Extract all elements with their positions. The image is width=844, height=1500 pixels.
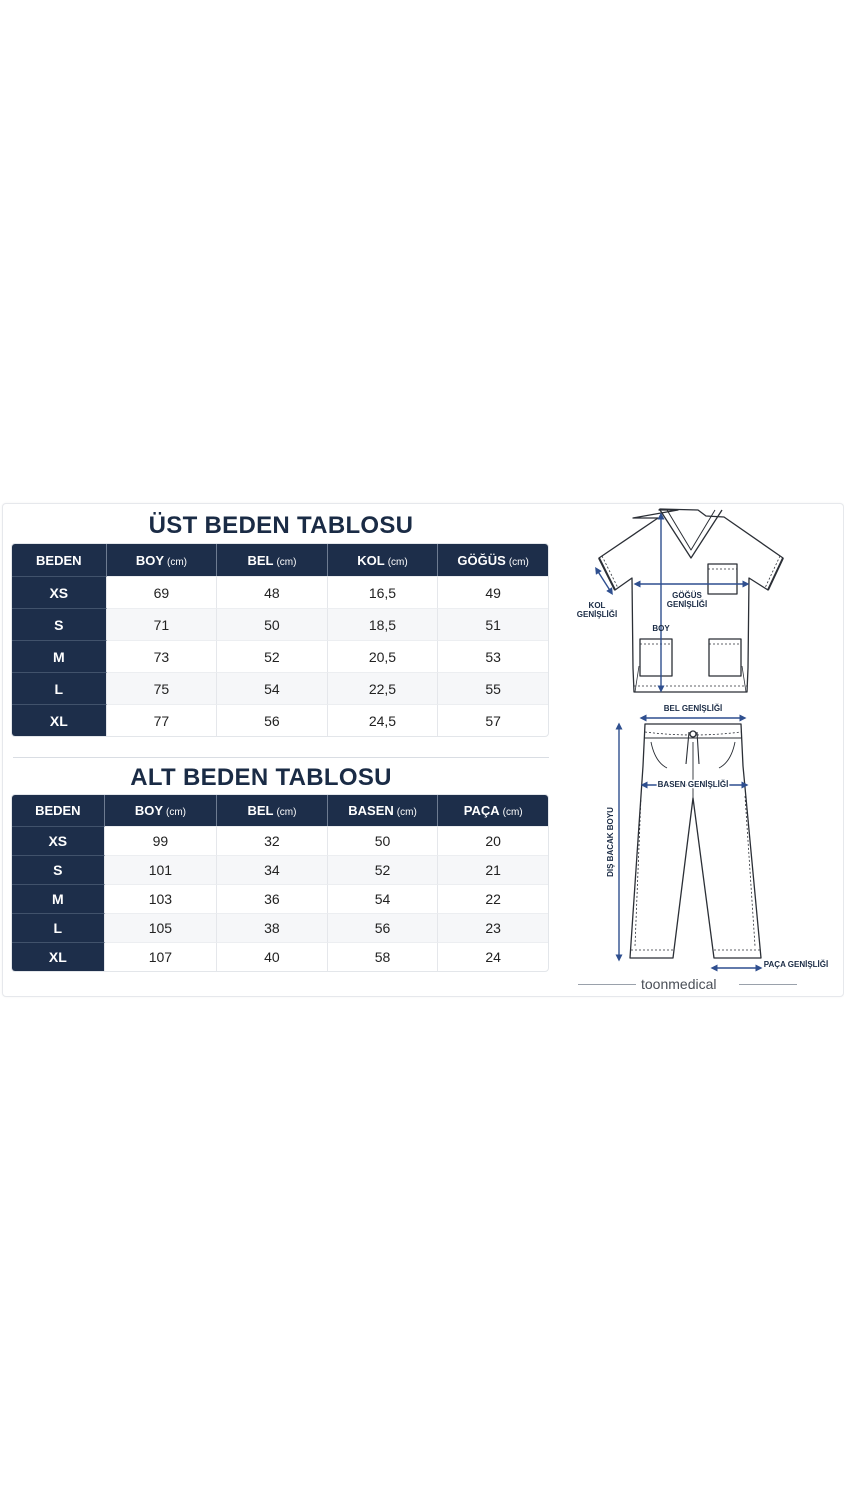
scrub-pants-drawing (630, 724, 761, 958)
table-cell: 48 (217, 576, 328, 608)
table-cell: 40 (217, 942, 328, 971)
table-row (12, 704, 548, 736)
table-cell: 34 (217, 855, 328, 884)
table-cell: 103 (105, 884, 218, 913)
brand-line-right (739, 984, 797, 985)
top-header-kol (328, 544, 439, 576)
top-header-göğüs (438, 544, 548, 576)
header-label: BOY (135, 552, 164, 568)
header-label: PAÇA (463, 803, 500, 818)
brand-logo (641, 976, 717, 992)
table-cell: 20,5 (328, 640, 439, 672)
brand-part-2: medical (668, 976, 717, 992)
size-cell: XS (12, 576, 107, 608)
table-row (12, 884, 548, 913)
table-cell: 73 (107, 640, 218, 672)
table-cell: 21 (438, 855, 548, 884)
table-cell: 53 (438, 640, 548, 672)
section-divider (13, 757, 549, 758)
table-cell: 32 (217, 826, 328, 855)
table-cell: 52 (217, 640, 328, 672)
bottom-table-header-row (12, 795, 548, 826)
bel-label: BEL GENİŞLİĞİ (663, 704, 723, 713)
table-cell: 107 (105, 942, 218, 971)
table-row (12, 826, 548, 855)
bottom-header-boy (105, 795, 218, 826)
header-label: BEL (247, 803, 274, 818)
dis-bacak-label: DIŞ BACAK BOYU (606, 807, 615, 877)
table-cell: 51 (438, 608, 548, 640)
table-cell: 22 (438, 884, 548, 913)
brand-line-left (578, 984, 636, 985)
header-unit: (cm) (166, 556, 187, 568)
table-cell: 55 (438, 672, 548, 704)
bottom-header-paça (438, 795, 548, 826)
boy-label: BOY (652, 624, 670, 633)
table-cell: 22,5 (328, 672, 439, 704)
kol-label: KOL (588, 601, 606, 610)
table-cell: 50 (328, 826, 439, 855)
header-label: BEDEN (36, 552, 82, 568)
table-cell: 101 (105, 855, 218, 884)
table-cell: 69 (107, 576, 218, 608)
table-row (12, 855, 548, 884)
size-cell: S (12, 855, 105, 884)
size-cell: XL (12, 704, 107, 736)
table-cell: 52 (328, 855, 439, 884)
table-cell: 105 (105, 913, 218, 942)
size-cell: L (12, 913, 105, 942)
header-label: BEDEN (35, 803, 81, 818)
header-unit: (cm) (165, 807, 186, 818)
table-row (12, 913, 548, 942)
garment-measurement-diagram (575, 506, 837, 994)
gogus-label: GÖĞÜS (672, 591, 702, 600)
header-unit: (cm) (396, 807, 417, 818)
table-cell: 75 (107, 672, 218, 704)
size-cell: XS (12, 826, 105, 855)
table-cell: 54 (217, 672, 328, 704)
table-cell: 24 (438, 942, 548, 971)
size-cell: M (12, 884, 105, 913)
scrubs-illustration (575, 506, 837, 994)
table-row (12, 576, 548, 608)
header-unit: (cm) (276, 807, 297, 818)
paca-label: PAÇA GENİŞLİĞİ (763, 960, 829, 969)
header-unit: (cm) (508, 556, 529, 568)
table-row (12, 640, 548, 672)
table-cell: 77 (107, 704, 218, 736)
brand-part-1: toon (641, 976, 669, 992)
header-label: BASEN (348, 803, 394, 818)
size-cell: S (12, 608, 107, 640)
basen-label: BASEN GENİŞLİĞİ (657, 780, 729, 789)
bottom-header-basen (328, 795, 439, 826)
size-cell: M (12, 640, 107, 672)
top-header-beden (12, 544, 107, 576)
table-cell: 18,5 (328, 608, 439, 640)
top-size-table-title: ÜST BEDEN TABLOSU (148, 512, 414, 539)
table-cell: 38 (217, 913, 328, 942)
size-cell: L (12, 672, 107, 704)
table-cell: 49 (438, 576, 548, 608)
table-cell: 50 (217, 608, 328, 640)
top-header-boy (107, 544, 218, 576)
bottom-header-beden (12, 795, 105, 826)
size-cell: XL (12, 942, 105, 971)
header-unit: (cm) (387, 556, 408, 568)
table-cell: 20 (438, 826, 548, 855)
header-unit: (cm) (502, 807, 523, 818)
bottom-size-table (11, 794, 549, 972)
table-row (12, 608, 548, 640)
top-table-header-row (12, 544, 548, 576)
table-cell: 24,5 (328, 704, 439, 736)
table-cell: 56 (217, 704, 328, 736)
top-size-table (11, 543, 549, 737)
table-cell: 16,5 (328, 576, 439, 608)
table-cell: 58 (328, 942, 439, 971)
table-cell: 54 (328, 884, 439, 913)
table-row (12, 672, 548, 704)
table-cell: 99 (105, 826, 218, 855)
bottom-header-bel (217, 795, 328, 826)
table-cell: 56 (328, 913, 439, 942)
kol-label-2: GENİŞLİĞİ (576, 610, 618, 619)
table-row (12, 942, 548, 971)
table-cell: 36 (217, 884, 328, 913)
top-header-bel (217, 544, 328, 576)
size-chart-card (2, 503, 844, 997)
gogus-label-2: GENİŞLİĞİ (666, 600, 708, 609)
header-label: KOL (357, 552, 385, 568)
table-cell: 57 (438, 704, 548, 736)
bottom-size-table-title: ALT BEDEN TABLOSU (130, 764, 392, 791)
header-label: BEL (247, 552, 274, 568)
table-cell: 71 (107, 608, 218, 640)
header-label: BOY (134, 803, 163, 818)
table-cell: 23 (438, 913, 548, 942)
header-label: GÖĞÜS (457, 552, 506, 568)
header-unit: (cm) (276, 556, 297, 568)
